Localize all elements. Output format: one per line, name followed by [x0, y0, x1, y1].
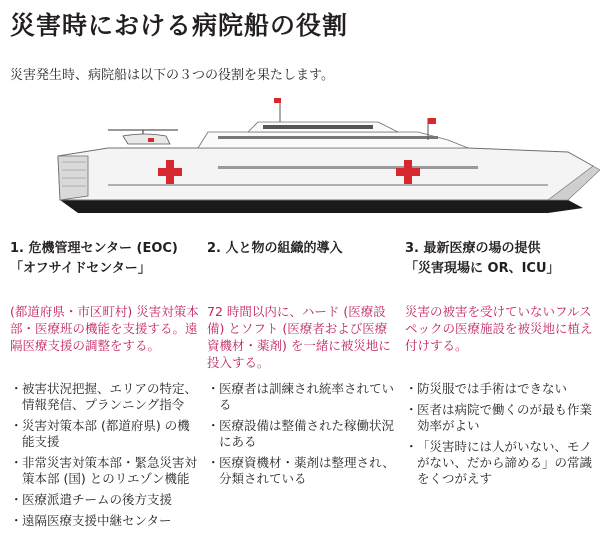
list-item: ・ 防災服では手術はできない [405, 381, 568, 396]
column-heading: 3. 最新医療の場の提供 [405, 241, 541, 256]
list-item: ・ 「災害時には人がいない、モノがない、だから諦める」の常識をくつがえす [405, 439, 593, 486]
column-description: 災害の被害を受けていないフルスペックの医療施設を被災地に植え付けする。 [405, 304, 593, 353]
column-bullet-list [405, 381, 597, 492]
role-column-3 [405, 239, 597, 486]
ship-body [58, 148, 593, 200]
role-column-2 [207, 239, 399, 486]
column-description: (都道府県・市区町村) 災害対策本部・医療班の機能を支援する。遠隔医療支援の調整をする。 [10, 304, 199, 353]
column-description: 72 時間以内に、ハード (医療設備) とソフト (医療者および医療資機材・薬剤) を一緒に被災地に投入する。 [207, 304, 391, 370]
ship-hull [60, 200, 583, 213]
page-subtitle: 災害発生時、病院船は以下の３つの役割を果たします。 [10, 68, 334, 83]
list-item: ・ 非常災害対策本部・緊急災害対策本部 (国) とのリエゾン機能 [10, 455, 198, 486]
list-item: ・ 災害対策本部 (都道府県) の機能支援 [10, 418, 190, 449]
list-item: ・ 医療資機材・薬剤は整理され、分類されている [207, 455, 395, 486]
column-bullet-list [207, 381, 399, 492]
list-item: ・ 医療設備は整備された稼働状況にある [207, 418, 395, 449]
helicopter-icon [108, 130, 178, 144]
column-heading: 1. 危機管理センター (EOC) [10, 241, 178, 256]
column-heading-sub: 「災害現場に OR、ICU」 [405, 261, 560, 276]
list-item: ・ 医者は病院で働くのが最も作業効率がよい [405, 402, 593, 433]
list-item: ・ 医療者は訓練され統率されている [207, 381, 395, 412]
page-title: 災害時における病院船の役割 [10, 11, 349, 40]
column-heading: 2. 人と物の組織的導入 [207, 241, 343, 256]
hospital-ship-illustration [48, 96, 600, 224]
column-bullet-list [10, 381, 200, 534]
column-heading-sub: 「オフサイドセンター」 [10, 261, 151, 276]
list-item: ・ 医療派遣チームの後方支援 [10, 492, 173, 507]
role-column-1 [10, 239, 200, 528]
list-item: ・ 被害状況把握、エリアの特定、情報発信、プランニング指令 [10, 381, 198, 412]
list-item: ・ 遠隔医療支援中継センター [10, 513, 172, 528]
